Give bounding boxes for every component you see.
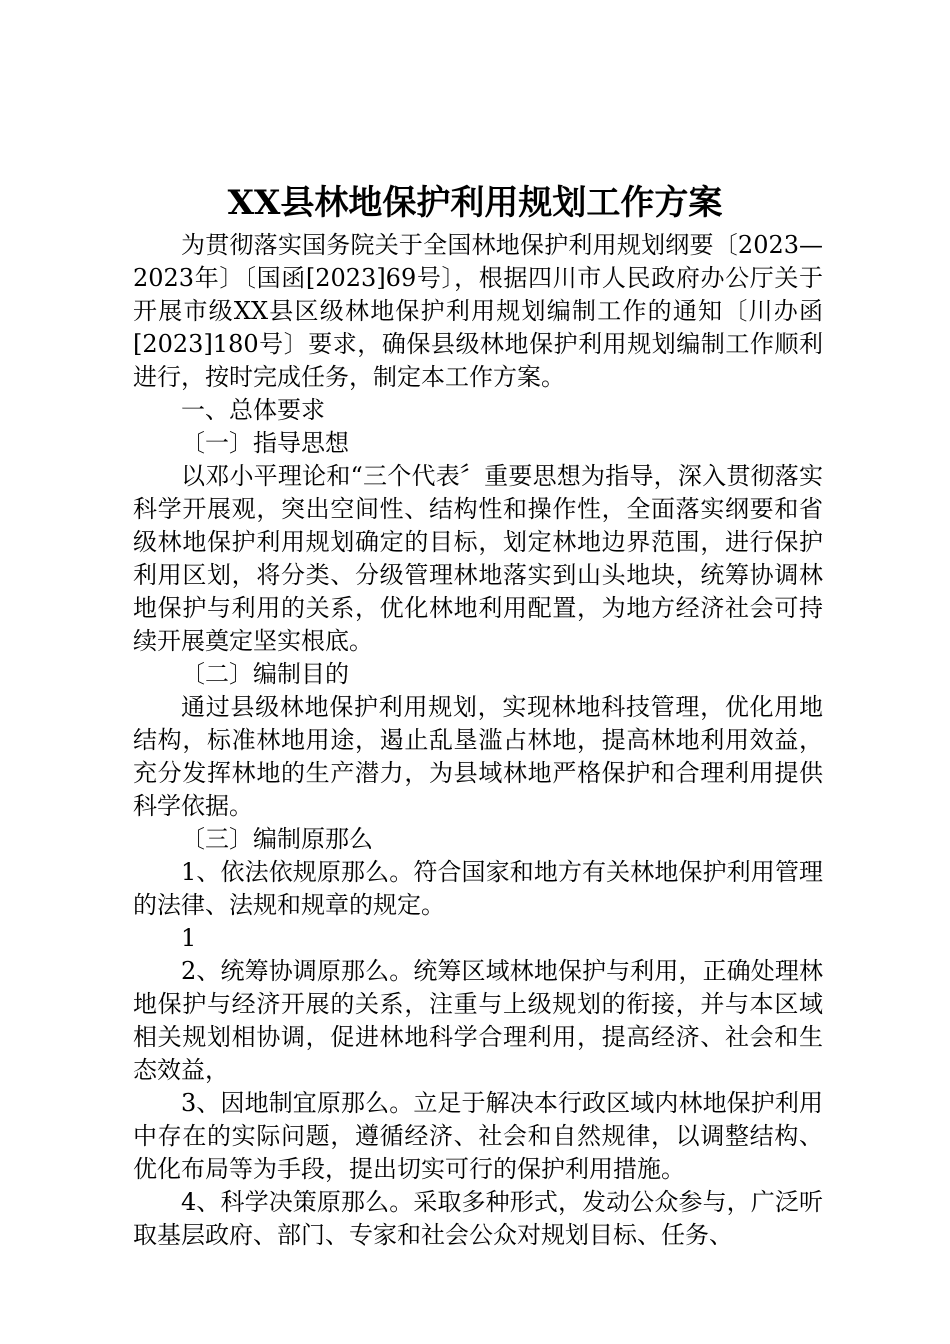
purpose-paragraph: 通过县级林地保护利用规划，实现林地科技管理，优化用地结构，标准林地用途，遏止乱垦滥占林地，提高林地利用效益，充分发挥林地的生产潜力，为县域林地严格保护和合理利用提供科学依据。	[133, 693, 823, 820]
subsection-heading-guiding-ideology: 〔一〕指导思想	[181, 429, 349, 457]
page-number: 1	[181, 924, 197, 952]
guiding-ideology-paragraph: 以邓小平理论和“三个代表〞重要思想为指导，深入贯彻落实科学开展观，突出空间性、结构性和操作性，全面落实纲要和省级林地保护利用规划确定的目标，划定林地边界范围，进行保护利用区划，将分类、分级管理林地落实到山头地块，统筹协调林地保护与利用的关系，优化林地利用配置，为地方经济社会可持续开展奠定坚实根底。	[133, 462, 823, 655]
section-heading-general-requirements: 一、总体要求	[181, 396, 325, 424]
intro-paragraph: 为贯彻落实国务院关于全国林地保护利用规划纲要〔2023—2023年〕〔国函[2023]69号〕，根据四川市人民政府办公厅关于开展市级XX县区级林地保护利用规划编制工作的通知〔川办函[2023]180号〕要求，确保县级林地保护利用规划编制工作顺利进行，按时完成任务，制定本工作方案。	[133, 231, 823, 391]
subsection-heading-principles: 〔三〕编制原那么	[181, 825, 373, 853]
document-title: XX县林地保护利用规划工作方案	[227, 183, 723, 223]
principle-2-paragraph: 2、统筹协调原那么。统筹区域林地保护与利用，正确处理林地保护与经济开展的关系，注重与上级规划的衔接，并与本区域相关规划相协调，促进林地科学合理利用，提高经济、社会和生态效益，	[133, 957, 823, 1084]
principle-3-paragraph: 3、因地制宜原那么。立足于解决本行政区域内林地保护利用中存在的实际问题，遵循经济、社会和自然规律，以调整结构、优化布局等为手段，提出切实可行的保护利用措施。	[133, 1089, 823, 1183]
principle-4-paragraph: 4、科学决策原那么。采取多种形式，发动公众参与，广泛听取基层政府、部门、专家和社会公众对规划目标、任务、	[133, 1188, 823, 1249]
principle-1-paragraph: 1、依法依规原那么。符合国家和地方有关林地保护利用管理的法律、法规和规章的规定。	[133, 858, 823, 919]
subsection-heading-purpose: 〔二〕编制目的	[181, 660, 349, 688]
document-body	[133, 229, 823, 1252]
